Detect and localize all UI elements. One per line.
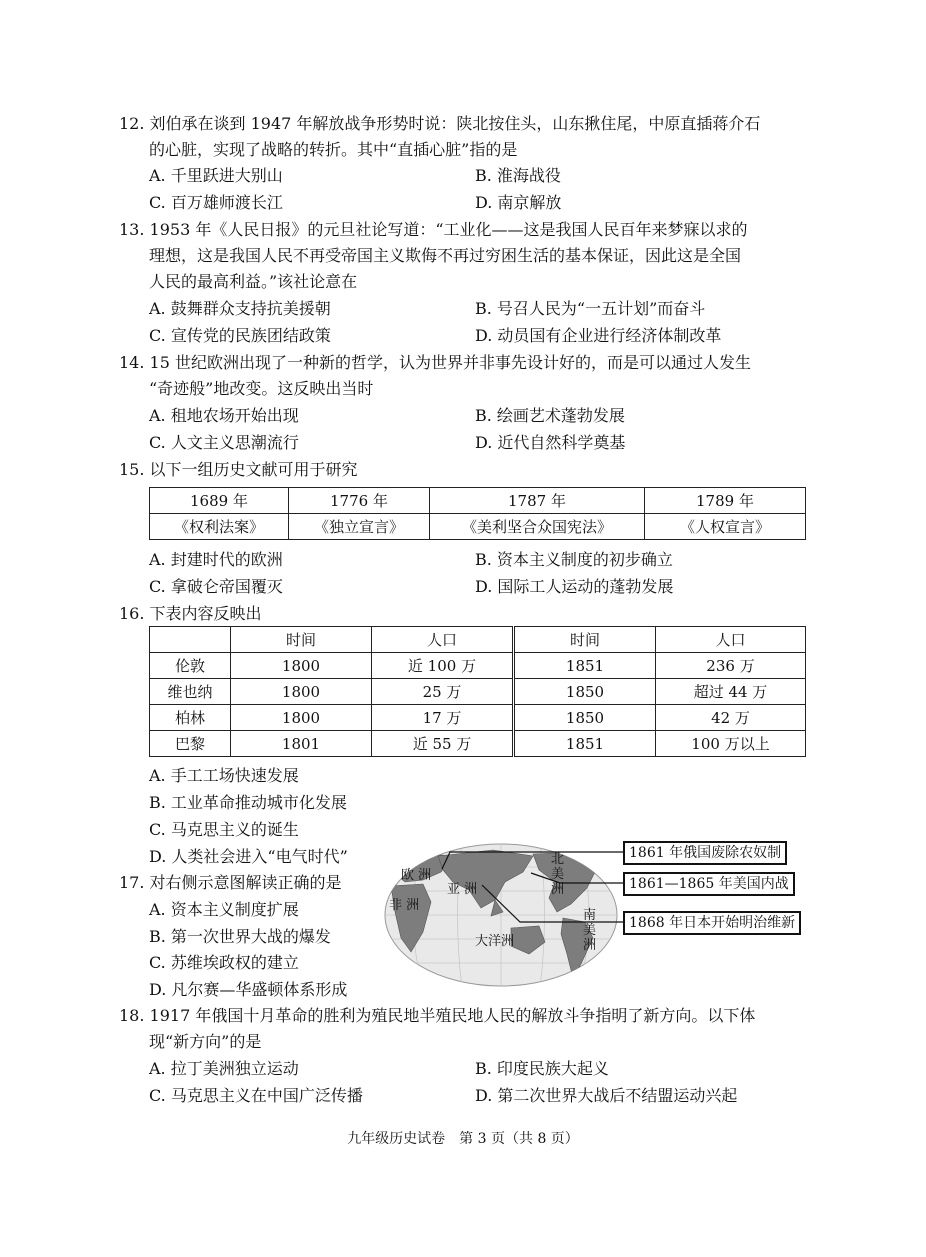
event-box-russia: 1861 年俄国废除农奴制	[623, 841, 787, 865]
table-row	[150, 627, 806, 653]
q16-cell: 42 万	[656, 705, 806, 731]
q15-documents-table	[149, 487, 806, 540]
q15-year-cell: 1787 年	[430, 488, 645, 514]
q17-stem: 17. 对右侧示意图解读正确的是	[119, 873, 342, 892]
q16-option-c: C. 马克思主义的诞生	[149, 820, 299, 839]
q17-option-a: A. 资本主义制度扩展	[149, 900, 299, 919]
event-box-japan: 1868 年日本开始明治维新	[623, 911, 801, 935]
q12-option-b: B. 淮海战役	[475, 166, 561, 185]
q16-city-cell: 维也纳	[150, 679, 231, 705]
q16-cell: 1800	[231, 705, 372, 731]
q16-header-cell: 时间	[514, 627, 656, 653]
q15-option-d: D. 国际工人运动的蓬勃发展	[475, 577, 674, 596]
label-south-america: 南 美 洲	[583, 908, 597, 953]
table-row	[150, 679, 806, 705]
q18-stem-line1: 18. 1917 年俄国十月革命的胜利为殖民地半殖民地人民的解放斗争指明了新方向。以下体	[119, 1006, 756, 1025]
label-asia: 亚 洲	[447, 882, 478, 897]
q16-cell: 25 万	[372, 679, 514, 705]
q15-document-cell: 《美利坚合众国宪法》	[430, 514, 645, 540]
q15-option-b: B. 资本主义制度的初步确立	[475, 550, 673, 569]
table-row	[150, 514, 806, 540]
q16-cell: 1851	[514, 731, 656, 757]
q15-option-a: A. 封建时代的欧洲	[149, 550, 283, 569]
q14-option-c: C. 人文主义思潮流行	[149, 433, 299, 452]
table-row	[150, 731, 806, 757]
q12-option-a: A. 千里跃进大别山	[149, 166, 283, 185]
table-row	[150, 488, 806, 514]
q13-stem-line1: 13. 1953 年《人民日报》的元旦社论写道：“工业化——这是我国人民百年来梦寐以求的	[119, 220, 748, 239]
q18-option-c: C. 马克思主义在中国广泛传播	[149, 1086, 363, 1105]
q15-option-c: C. 拿破仑帝国覆灭	[149, 577, 283, 596]
label-africa: 非 洲	[389, 898, 420, 913]
q15-year-cell: 1689 年	[150, 488, 289, 514]
label-north-america: 北 美 洲	[551, 852, 565, 897]
q12-option-c: C. 百万雄师渡长江	[149, 193, 283, 212]
q13-option-b: B. 号召人民为“一五计划”而奋斗	[475, 299, 706, 318]
q18-stem-line2: 现“新方向”的是	[149, 1032, 262, 1051]
q16-city-cell: 巴黎	[150, 731, 231, 757]
label-oceania: 大洋洲	[475, 934, 515, 949]
q15-document-cell: 《权利法案》	[150, 514, 289, 540]
q16-city-cell: 伦敦	[150, 653, 231, 679]
q16-cell: 17 万	[372, 705, 514, 731]
q16-cell: 100 万以上	[656, 731, 806, 757]
q17-option-b: B. 第一次世界大战的爆发	[149, 927, 331, 946]
table-row	[150, 705, 806, 731]
q18-option-d: D. 第二次世界大战后不结盟运动兴起	[475, 1086, 738, 1105]
page-footer: 九年级历史试卷 第 3 页（共 8 页）	[347, 1131, 579, 1147]
q12-option-d: D. 南京解放	[475, 193, 562, 212]
q16-option-d: D. 人类社会进入“电气时代”	[149, 847, 348, 866]
q15-stem: 15. 以下一组历史文献可用于研究	[119, 460, 358, 479]
q17-option-c: C. 苏维埃政权的建立	[149, 953, 299, 972]
q16-cell: 236 万	[656, 653, 806, 679]
q16-population-table	[149, 626, 806, 757]
q16-cell: 1801	[231, 731, 372, 757]
q18-option-b: B. 印度民族大起义	[475, 1059, 609, 1078]
q14-option-d: D. 近代自然科学奠基	[475, 433, 626, 452]
q14-option-b: B. 绘画艺术蓬勃发展	[475, 406, 625, 425]
label-europe: 欧 洲	[401, 868, 432, 883]
q16-cell: 1850	[514, 705, 656, 731]
q12-stem-line1: 12. 刘伯承在谈到 1947 年解放战争形势时说：陕北按住头，山东揪住尾，中原直插蒋介石	[119, 114, 761, 133]
q15-document-cell: 《人权宣言》	[645, 514, 806, 540]
q16-header-cell: 人口	[656, 627, 806, 653]
q16-cell: 1800	[231, 679, 372, 705]
q12-stem-line2: 的心脏，实现了战略的转折。其中“直插心脏”指的是	[149, 140, 518, 159]
q15-year-cell: 1776 年	[289, 488, 430, 514]
q16-option-a: A. 手工工场快速发展	[149, 766, 299, 785]
q15-document-cell: 《独立宣言》	[289, 514, 430, 540]
q13-option-c: C. 宣传党的民族团结政策	[149, 326, 331, 345]
q16-stem: 16. 下表内容反映出	[119, 604, 262, 623]
q18-option-a: A. 拉丁美洲独立运动	[149, 1059, 299, 1078]
q16-header-cell: 人口	[372, 627, 514, 653]
q13-option-a: A. 鼓舞群众支持抗美援朝	[149, 299, 331, 318]
table-row	[150, 653, 806, 679]
q14-stem-line2: “奇迹般”地改变。这反映出当时	[149, 379, 374, 398]
q16-city-cell: 柏林	[150, 705, 231, 731]
q16-header-cell: 时间	[231, 627, 372, 653]
q17-option-d: D. 凡尔赛—华盛顿体系形成	[149, 980, 348, 999]
q16-header-blank	[150, 627, 231, 653]
q16-cell: 近 100 万	[372, 653, 514, 679]
q16-cell: 近 55 万	[372, 731, 514, 757]
q16-cell: 1851	[514, 653, 656, 679]
q13-option-d: D. 动员国有企业进行经济体制改革	[475, 326, 722, 345]
event-box-usa: 1861—1865 年美国内战	[623, 872, 795, 896]
q15-year-cell: 1789 年	[645, 488, 806, 514]
q13-stem-line2: 理想，这是我国人民不再受帝国主义欺侮不再过穷困生活的基本保证，因此这是全国	[149, 246, 742, 265]
q14-stem-line1: 14. 15 世纪欧洲出现了一种新的哲学，认为世界并非事先设计好的，而是可以通过人发生	[119, 353, 751, 372]
q16-cell: 超过 44 万	[656, 679, 806, 705]
q16-option-b: B. 工业革命推动城市化发展	[149, 793, 347, 812]
q16-cell: 1850	[514, 679, 656, 705]
q14-option-a: A. 租地农场开始出现	[149, 406, 299, 425]
world-map	[383, 842, 619, 988]
q16-cell: 1800	[231, 653, 372, 679]
q13-stem-line3: 人民的最高利益。”该社论意在	[149, 272, 358, 291]
